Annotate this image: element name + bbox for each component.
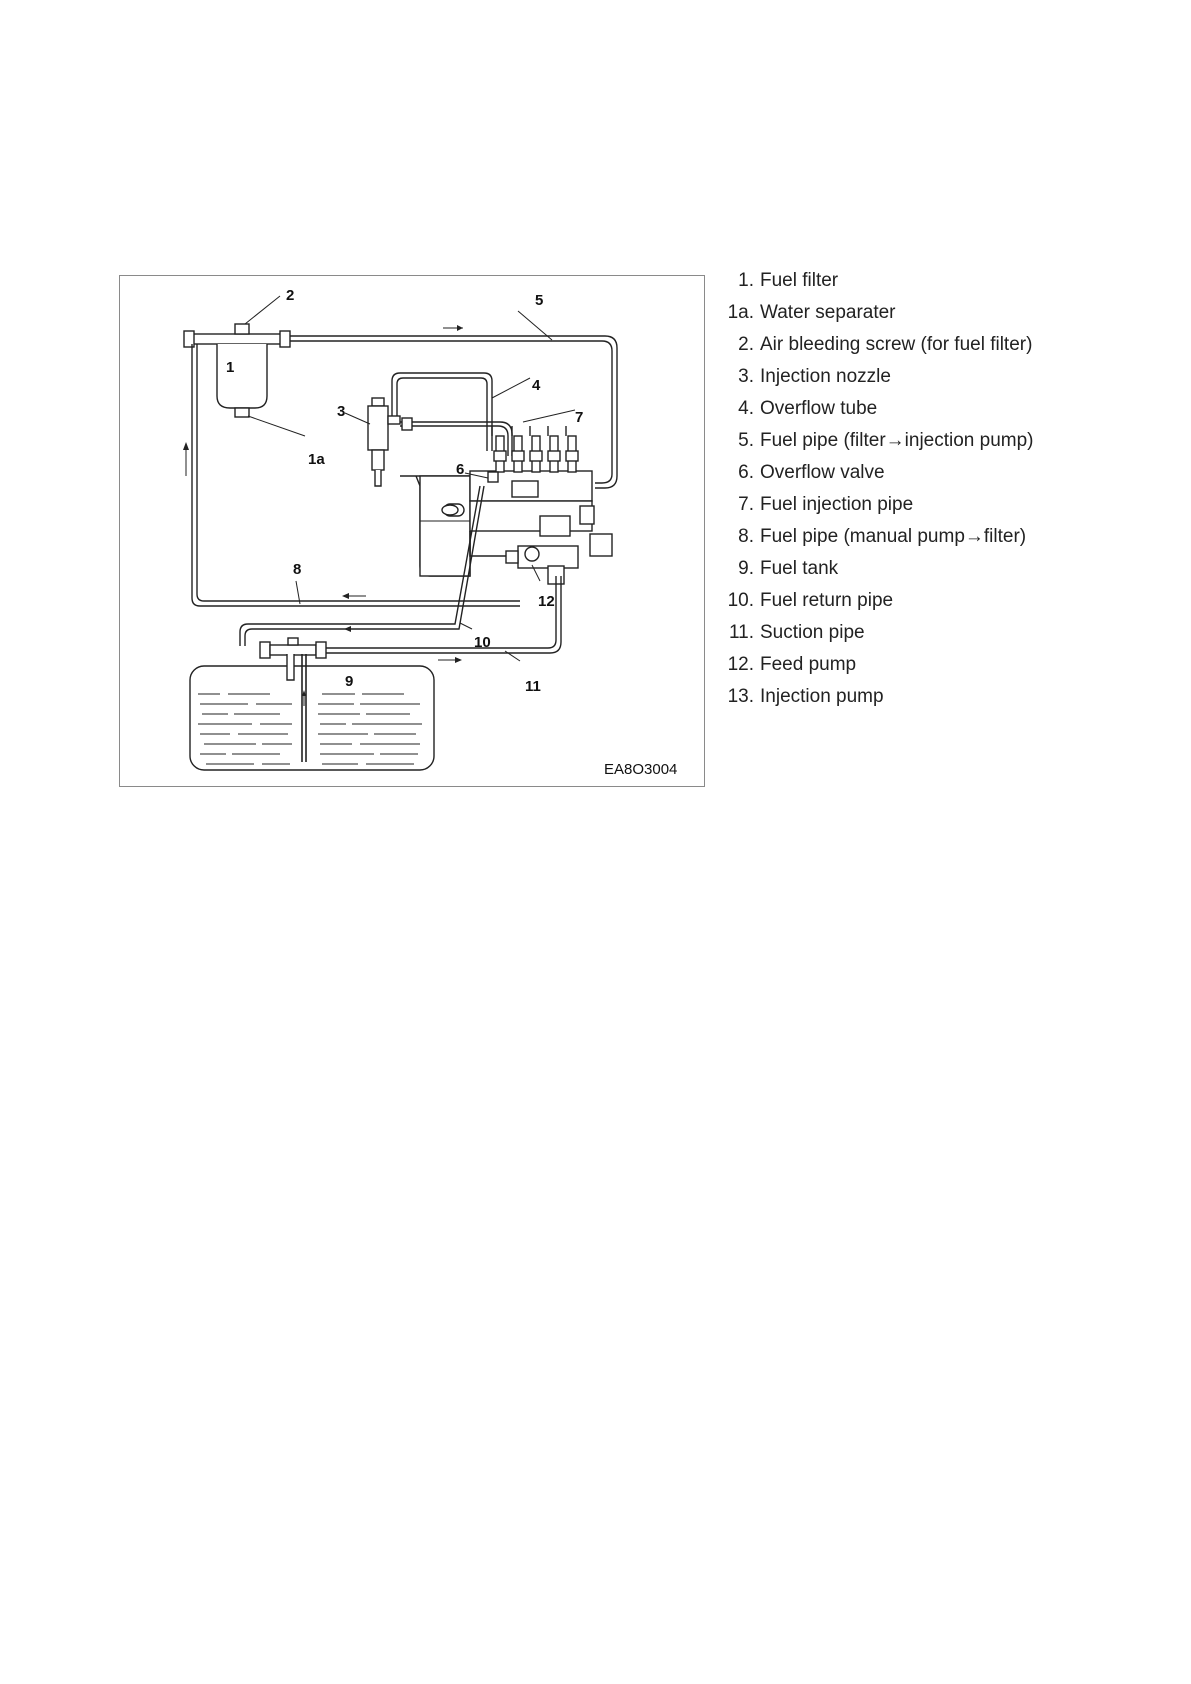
injection-nozzle: [368, 398, 400, 486]
legend-label: Water separater: [760, 302, 896, 323]
legend-number: 3.: [738, 366, 754, 387]
legend-item: [720, 558, 1140, 590]
callout-1a: 1a: [308, 451, 325, 468]
legend-item: [720, 462, 1140, 494]
callout-12: 12: [538, 593, 555, 610]
legend-number: 11.: [728, 622, 754, 643]
callout-1: 1: [226, 359, 235, 376]
legend-number: 7.: [738, 494, 754, 515]
feed-pump: [506, 546, 578, 584]
legend-label: Injection pump: [760, 686, 884, 707]
fuel-system-diagram: [119, 275, 705, 787]
legend-label: Overflow tube: [760, 398, 878, 419]
legend-label: Fuel tank: [760, 558, 839, 579]
legend-item: [720, 622, 1140, 654]
legend-label: Injection nozzle: [760, 366, 891, 387]
legend-item: [720, 334, 1140, 366]
legend-item: [720, 590, 1140, 622]
legend-label: Fuel pipe (manual pump→filter): [760, 526, 1027, 547]
fuel-tank: [190, 654, 434, 770]
legend-item: [720, 654, 1140, 686]
diagram-drawing: [120, 276, 706, 788]
legend-number: 8.: [738, 526, 754, 547]
legend-label: Overflow valve: [760, 462, 885, 483]
legend-number: 9.: [738, 558, 754, 579]
legend-item: [720, 398, 1140, 430]
legend-item: [720, 270, 1140, 302]
callout-4: 4: [532, 377, 541, 394]
callout-7: 7: [575, 409, 584, 426]
fuel-filter: [184, 324, 290, 417]
legend-number: 13.: [727, 686, 754, 707]
legend-number: 2.: [738, 334, 754, 355]
legend-label: Feed pump: [760, 654, 857, 675]
legend-label: Fuel pipe (filter→injection pump): [760, 430, 1034, 451]
legend-item: [720, 494, 1140, 526]
legend-number: 4.: [738, 398, 754, 419]
callout-11: 11: [525, 678, 541, 695]
legend-item: [720, 526, 1140, 558]
legend-label: Fuel filter: [760, 270, 839, 291]
callout-3: 3: [337, 403, 346, 420]
figure-code: EA8O3004: [604, 761, 678, 778]
legend-number: 1a.: [727, 302, 754, 323]
legend-label: Fuel injection pipe: [760, 494, 914, 515]
overflow-valve: [488, 472, 498, 482]
callout-5: 5: [535, 292, 544, 309]
legend-item: [720, 686, 1140, 718]
legend-number: 6.: [738, 462, 754, 483]
legend-item: [720, 430, 1140, 462]
parts-legend: [720, 270, 1140, 718]
callout-8: 8: [293, 561, 302, 578]
callout-2: 2: [286, 287, 295, 304]
legend-label: Suction pipe: [760, 622, 865, 643]
legend-item: [720, 302, 1140, 334]
legend-label: Fuel return pipe: [760, 590, 894, 611]
suction-pipe-11: [320, 576, 561, 653]
callout-9: 9: [345, 673, 354, 690]
callout-10: 10: [474, 634, 491, 651]
legend-number: 1.: [738, 270, 754, 291]
legend-number: 10.: [727, 590, 754, 611]
legend-label: Air bleeding screw (for fuel filter): [760, 334, 1033, 355]
legend-number: 5.: [738, 430, 754, 451]
overflow-tube-4: [392, 373, 492, 451]
legend-number: 12.: [727, 654, 754, 675]
legend-item: [720, 366, 1140, 398]
callout-6: 6: [456, 461, 465, 478]
